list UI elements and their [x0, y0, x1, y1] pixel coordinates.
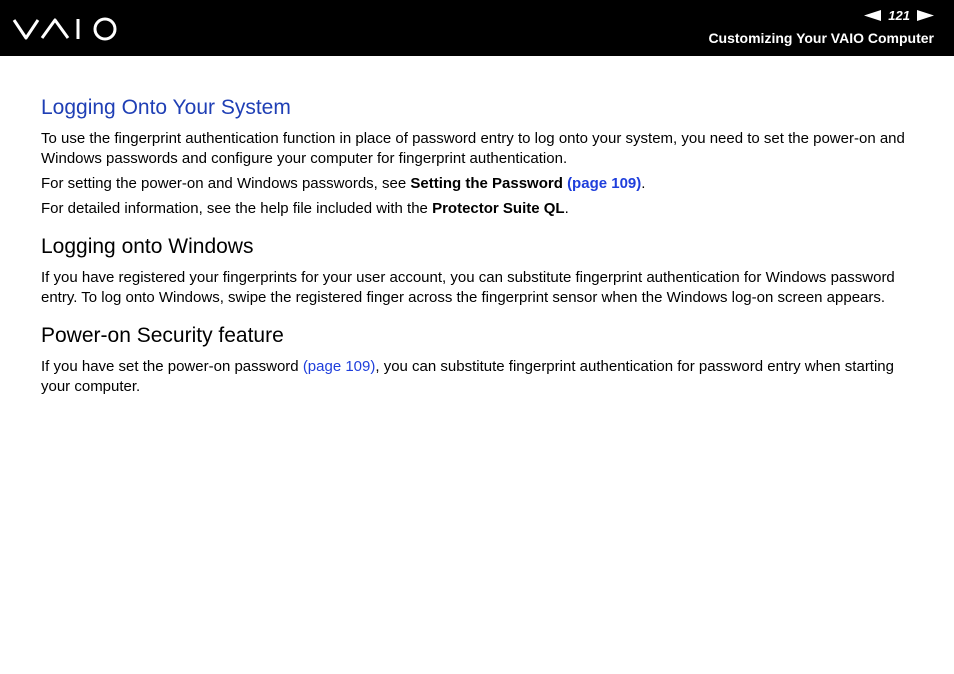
setting-password-reference: Setting the Password: [410, 175, 563, 192]
header-bar: [0, 0, 954, 56]
poweron-text-end: , you can substitute fingerprint authentication for password entry when starting your computer.: [41, 358, 894, 395]
intro-paragraph: To use the fingerprint authentication function in place of password entry to log onto your system, you need to set the power-on and Windows passwords and configure your computer for fingerprint authentication.: [41, 130, 905, 167]
page-number: 121: [888, 7, 910, 23]
help-paragraph: [41, 199, 921, 219]
windows-heading: Logging onto Windows: [41, 235, 254, 258]
setting-period: .: [641, 175, 646, 192]
poweron-text: If you have set the power-on password: [41, 358, 303, 375]
help-period: .: [564, 200, 569, 217]
poweron-heading: Power-on Security feature: [41, 324, 284, 347]
setting-paragraph: [41, 174, 921, 194]
page-content: [41, 94, 921, 402]
windows-paragraph: If you have registered your fingerprints for your user account, you can substitute fingerprint authentication for Windows password entry. To log onto Windows, swipe the registered finger across the fingerprint sensor when the Windows log-on screen appears.: [41, 269, 895, 306]
triangle-right-icon[interactable]: [917, 10, 934, 21]
protector-suite-reference: Protector Suite QL: [432, 200, 565, 217]
setting-text: For setting the power-on and Windows passwords, see: [41, 175, 411, 192]
page-navigation: [864, 7, 934, 23]
triangle-left-icon[interactable]: [864, 10, 881, 21]
poweron-page-109-link[interactable]: (page 109): [302, 358, 376, 375]
vaio-logo: [12, 14, 122, 44]
section-title: Customizing Your VAIO Computer: [708, 30, 934, 46]
help-text: For detailed information, see the help file included with the: [41, 200, 433, 217]
page-109-link[interactable]: (page 109): [567, 175, 642, 192]
page-title: Logging Onto Your System: [41, 96, 291, 119]
poweron-paragraph: [41, 357, 921, 397]
